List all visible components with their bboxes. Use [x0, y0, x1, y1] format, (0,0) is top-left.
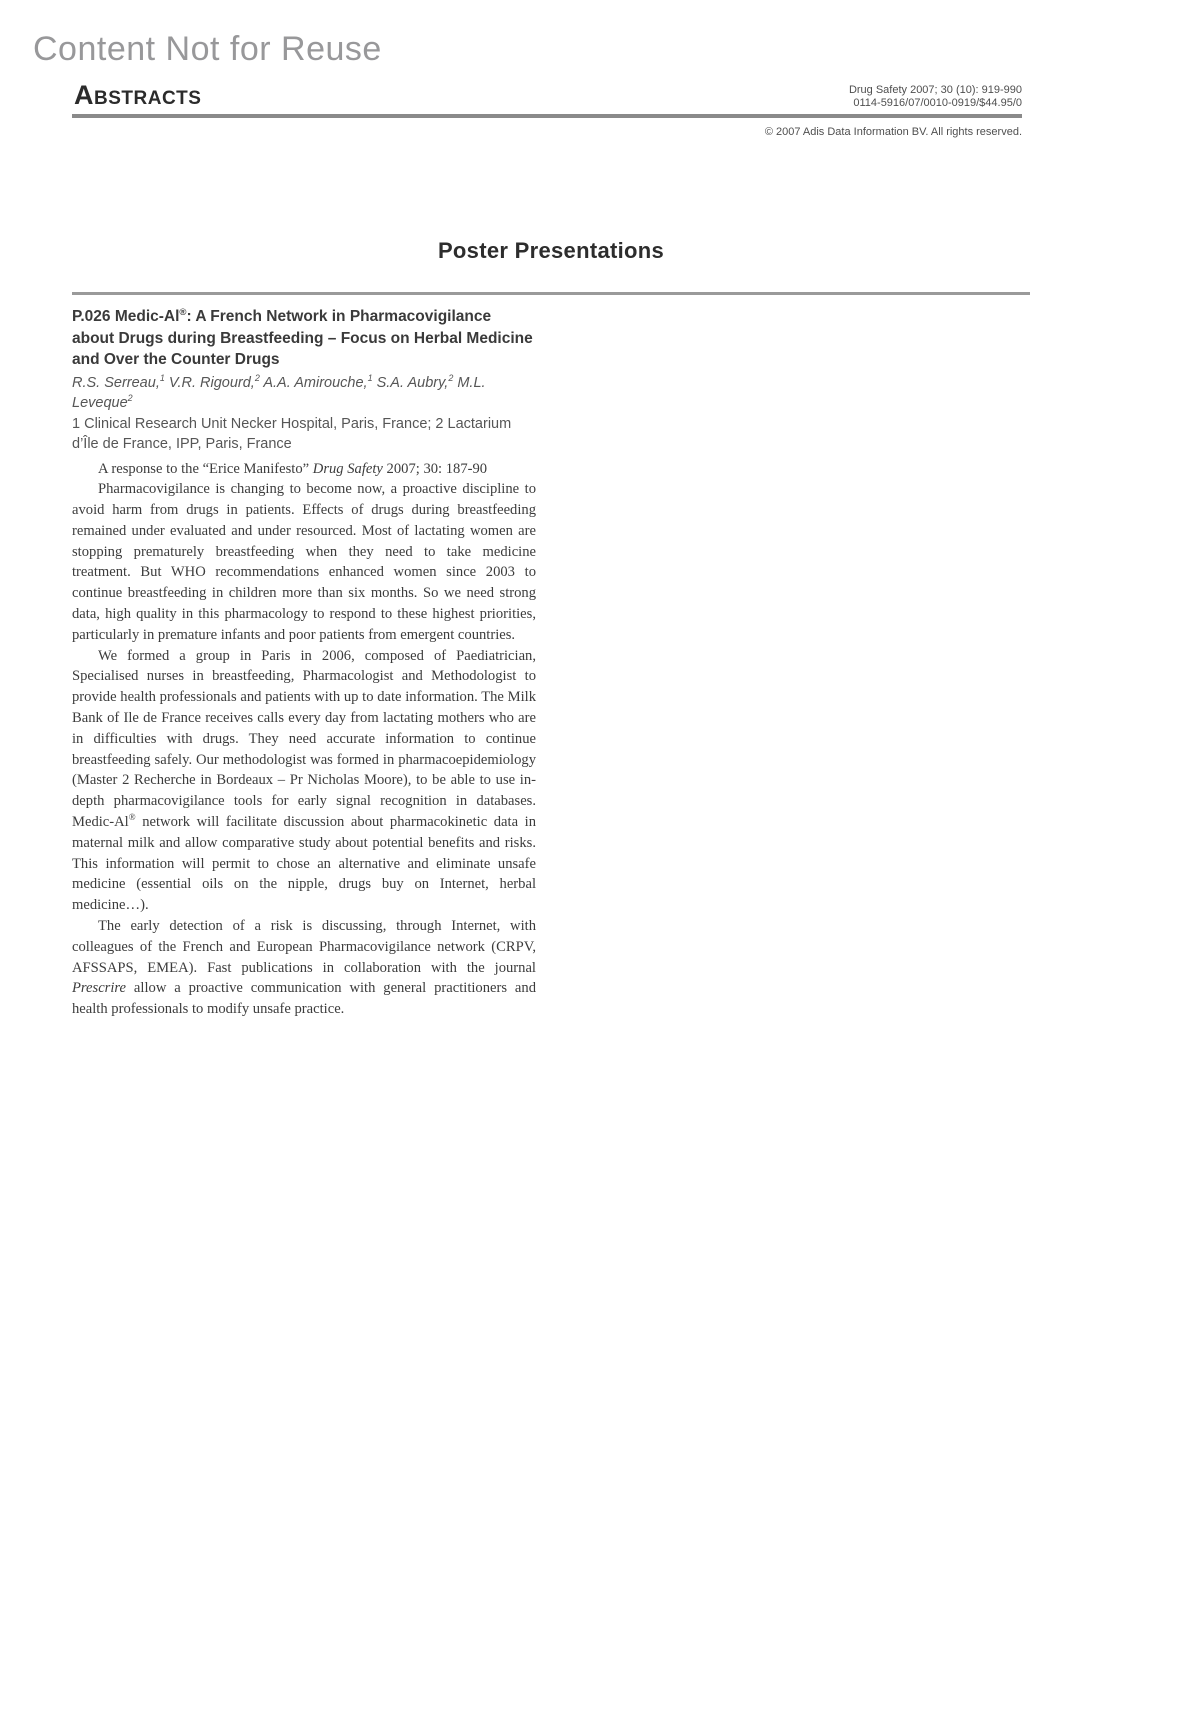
- abstract-paragraph-2: We formed a group in Paris in 2006, composed of Paediatrician, Specialised nurses in breastfeeding, Pharmacologist and Methodologist to provide health professionals and patients with up to date information. The Milk Bank of Ile de France receives calls every day from lactating mothers who are in difficulties with drugs. They need accurate information to continue breastfeeding safely. Our methodologist was formed in pharmacoepidemiology (Master 2 Recherche in Bordeaux – Pr Nicholas Moore), to be able to use in-depth pharmacovigilance tools for early signal recognition in databases. Medic-Al® network will facilitate discussion about pharmacokinetic data in maternal milk and allow comparative study about potential benefits and risks. This information will permit to chose an alternative and eliminate unsafe medicine (essential oils on the nipple, drugs buy on Internet, herbal medicine…).: [72, 647, 536, 914]
- journal-issn: 0114-5916/07/0010-0919/$44.95/0: [853, 97, 1022, 109]
- journal-citation: Drug Safety 2007; 30 (10): 919-990: [848, 84, 1022, 96]
- abstract-title: P.026 Medic-Al®: A French Network in Pharmacovigilance about Drugs during Breastfeeding – Focus on Herbal Medicine and Over the Counter Drugs: [72, 306, 533, 368]
- abstract-p026: [72, 306, 536, 1020]
- abstract-affiliations: 1 Clinical Research Unit Necker Hospital, Paris, France; 2 Lactarium d’Île de France, IPP, Paris, France: [72, 415, 512, 452]
- abstract-paragraph-3: The early detection of a risk is discussing, through Internet, with colleagues of the French and European Pharmacovigilance network (CRPV, AFSSAPS, EMEA). Fast publications in collaboration with the journal Prescrire allow a proactive communication with general practitioners and health professionals to modify unsafe practice.: [72, 918, 536, 1018]
- abstract-paragraph-1: Pharmacovigilance is changing to become now, a proactive discipline to avoid harm from drugs in patients. Effects of drugs during breastfeeding remained under evaluated and under resourced. Most of lactating women are stopping prematurely breastfeeding when they need to take medicine treatment. But WHO recommendations enhanced women since 2003 to continue breastfeeding in children more than six months. So we need strong data, high quality in this pharmacology to respond to these highest priorities, particularly in premature infants and poor patients from emergent countries.: [72, 481, 536, 643]
- watermark-text: Content Not for Reuse: [33, 30, 382, 68]
- heading-rule: [72, 292, 1030, 295]
- section-label-abstracts: Abstracts: [74, 80, 202, 110]
- abstract-body: [72, 459, 536, 1021]
- copyright-line: © 2007 Adis Data Information BV. All rights reserved.: [764, 126, 1022, 138]
- abstract-paragraph-response: A response to the “Erice Manifesto” Drug Safety 2007; 30: 187-90: [98, 460, 488, 477]
- journal-reference: [849, 84, 1022, 110]
- abstract-authors: R.S. Serreau,$^1$ V.R. Rigourd,$^2$ A.A. Amirouche,$^1$ S.A. Aubry,$^2$ M.L. Leveque$^2$: [72, 372, 486, 411]
- page-title: Poster Presentations: [437, 238, 665, 263]
- header-rule: [72, 114, 1022, 118]
